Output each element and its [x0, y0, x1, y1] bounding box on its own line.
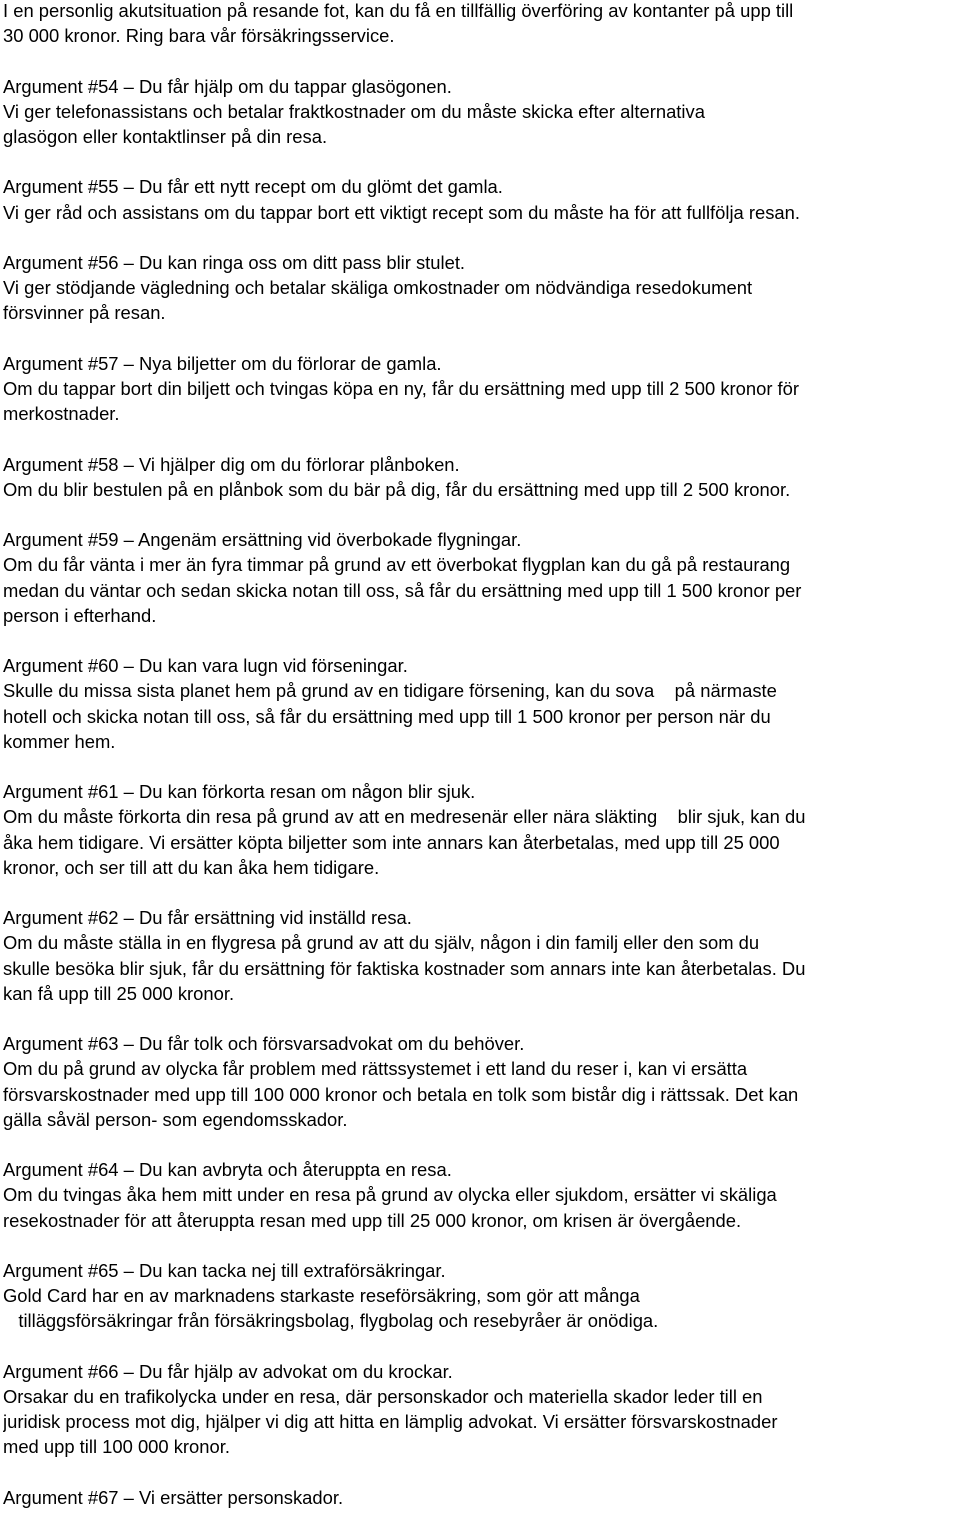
argument-body-line: kronor, och ser till att du kan åka hem tidigare.: [3, 856, 380, 878]
argument-heading: Argument #67 – Vi ersätter personskador.: [3, 1486, 344, 1508]
argument-body-line: medan du väntar och sedan skicka notan till oss, så får du ersättning med upp till 1 500 kronor per: [3, 579, 802, 601]
argument-body-line: Om du på grund av olycka får problem med rättssystemet i ett land du reser i, kan vi ersätta: [3, 1058, 748, 1080]
argument-body-line: Om du tvingas åka hem mitt under en resa på grund av olycka eller sjukdom, ersätter vi skäliga: [3, 1184, 777, 1206]
argument-heading: Argument #56 – Du kan ringa oss om ditt pass blir stulet.: [3, 251, 466, 273]
argument-body-line: försvinner på resan.: [3, 302, 166, 324]
argument-heading: Argument #62 – Du får ersättning vid inställd resa.: [3, 907, 412, 929]
argument-body-line: Skulle du missa sista planet hem på grund av en tidigare försening, kan du sova på närmaste: [3, 680, 777, 702]
argument-heading: Argument #64 – Du kan avbryta och återuppta en resa.: [3, 1159, 452, 1181]
argument-body-line: tilläggsförsäkringar från försäkringsbolag, flygbolag och resebyråer är onödiga.: [3, 1310, 659, 1332]
argument-55: [3, 174, 956, 224]
argument-63: [3, 1031, 956, 1132]
argument-heading: Argument #63 – Du får tolk och försvarsadvokat om du behöver.: [3, 1033, 525, 1055]
argument-59: [3, 527, 956, 628]
intro-paragraph: [3, 0, 956, 48]
argument-heading: Argument #65 – Du kan tacka nej till extraförsäkringar.: [3, 1259, 446, 1281]
argument-66: [3, 1359, 956, 1460]
argument-body-line: juridisk process mot dig, hjälper vi dig att hitta en lämplig advokat. Vi ersätter försvarskostnader: [3, 1411, 778, 1433]
argument-heading: Argument #66 – Du får hjälp av advokat om du krockar.: [3, 1360, 453, 1382]
argument-62: [3, 905, 956, 1006]
argument-body-line: gälla såväl person- som egendomsskador.: [3, 1108, 348, 1130]
argument-58: [3, 452, 956, 502]
argument-body-line: Orsakar du en trafikolycka under en resa, där personskador och materiella skador leder till en: [3, 1385, 763, 1407]
argument-body-line: person i efterhand.: [3, 604, 157, 626]
argument-body-line: Om du får vänta i mer än fyra timmar på grund av ett överbokat flygplan kan du gå på restaurang: [3, 554, 791, 576]
argument-body-line: glasögon eller kontaktlinser på din resa.: [3, 126, 328, 147]
argument-heading: Argument #55 – Du får ett nytt recept om du glömt det gamla.: [3, 176, 503, 198]
argument-body-line: resekostnader för att återuppta resan med upp till 25 000 kronor, om krisen är övergående.: [3, 1209, 742, 1231]
argument-body-line: Om du måste förkorta din resa på grund av att en medresenär eller nära släkting blir sjuk, kan du: [3, 806, 806, 828]
argument-body-line: Om du tappar bort din biljett och tvingas köpa en ny, får du ersättning med upp till 2 500 kronor för: [3, 377, 800, 399]
argument-heading: Argument #59 – Angenäm ersättning vid överbokade flygningar.: [3, 529, 522, 551]
argument-body-line: Om du blir bestulen på en plånbok som du bär på dig, får du ersättning med upp till 2 500 kronor.: [3, 478, 791, 500]
argument-body-line: kan få upp till 25 000 kronor.: [3, 982, 235, 1004]
argument-body-line: Vi ger telefonassistans och betalar fraktkostnader om du måste skicka efter alternativa: [3, 100, 705, 122]
argument-heading: Argument #54 – Du får hjälp om du tappar glasögonen.: [3, 75, 452, 97]
argument-body-line: Vi ger stödjande vägledning och betalar skäliga omkostnader om nödvändiga resedokument: [3, 277, 753, 299]
argument-body-line: kommer hem.: [3, 730, 116, 752]
argument-64: [3, 1157, 956, 1233]
argument-60: [3, 653, 956, 754]
argument-67: [3, 1485, 956, 1510]
argument-57: [3, 351, 956, 427]
argument-61: [3, 779, 956, 880]
argument-54: [3, 74, 956, 150]
intro-line: 30 000 kronor. Ring bara vår försäkringsservice.: [3, 25, 395, 47]
argument-body-line: Om du måste ställa in en flygresa på grund av att du själv, någon i din familj eller den som du: [3, 932, 760, 954]
intro-line: I en personlig akutsituation på resande fot, kan du få en tillfällig överföring av kontanter på upp till: [3, 0, 794, 21]
argument-body-line: hotell och skicka notan till oss, så får du ersättning med upp till 1 500 kronor per person när du: [3, 705, 771, 727]
argument-body-line: försvarskostnader med upp till 100 000 kronor och betala en tolk som bistår dig i rättssak. Det kan: [3, 1083, 799, 1105]
argument-body-line: Vi ger råd och assistans om du tappar bort ett viktigt recept som du måste ha för att fullfölja resan.: [3, 201, 800, 223]
argument-body-line: åka hem tidigare. Vi ersätter köpta biljetter som inte annars kan återbetalas, med upp till 25 000: [3, 831, 780, 853]
argument-body-line: med upp till 100 000 kronor.: [3, 1436, 230, 1458]
argument-65: [3, 1258, 956, 1334]
argument-body-line: merkostnader.: [3, 403, 120, 425]
argument-heading: Argument #57 – Nya biljetter om du förlorar de gamla.: [3, 352, 442, 374]
argument-heading: Argument #58 – Vi hjälper dig om du förlorar plånboken.: [3, 453, 460, 475]
argument-heading: Argument #60 – Du kan vara lugn vid förseningar.: [3, 655, 408, 677]
argument-56: [3, 250, 956, 326]
argument-heading: Argument #61 – Du kan förkorta resan om någon blir sjuk.: [3, 781, 476, 803]
argument-body-line: skulle besöka blir sjuk, får du ersättning för faktiska kostnader som annars inte kan återbetalas. Du: [3, 957, 806, 979]
argument-body-line: Gold Card har en av marknadens starkaste reseförsäkring, som gör att många: [3, 1285, 640, 1307]
